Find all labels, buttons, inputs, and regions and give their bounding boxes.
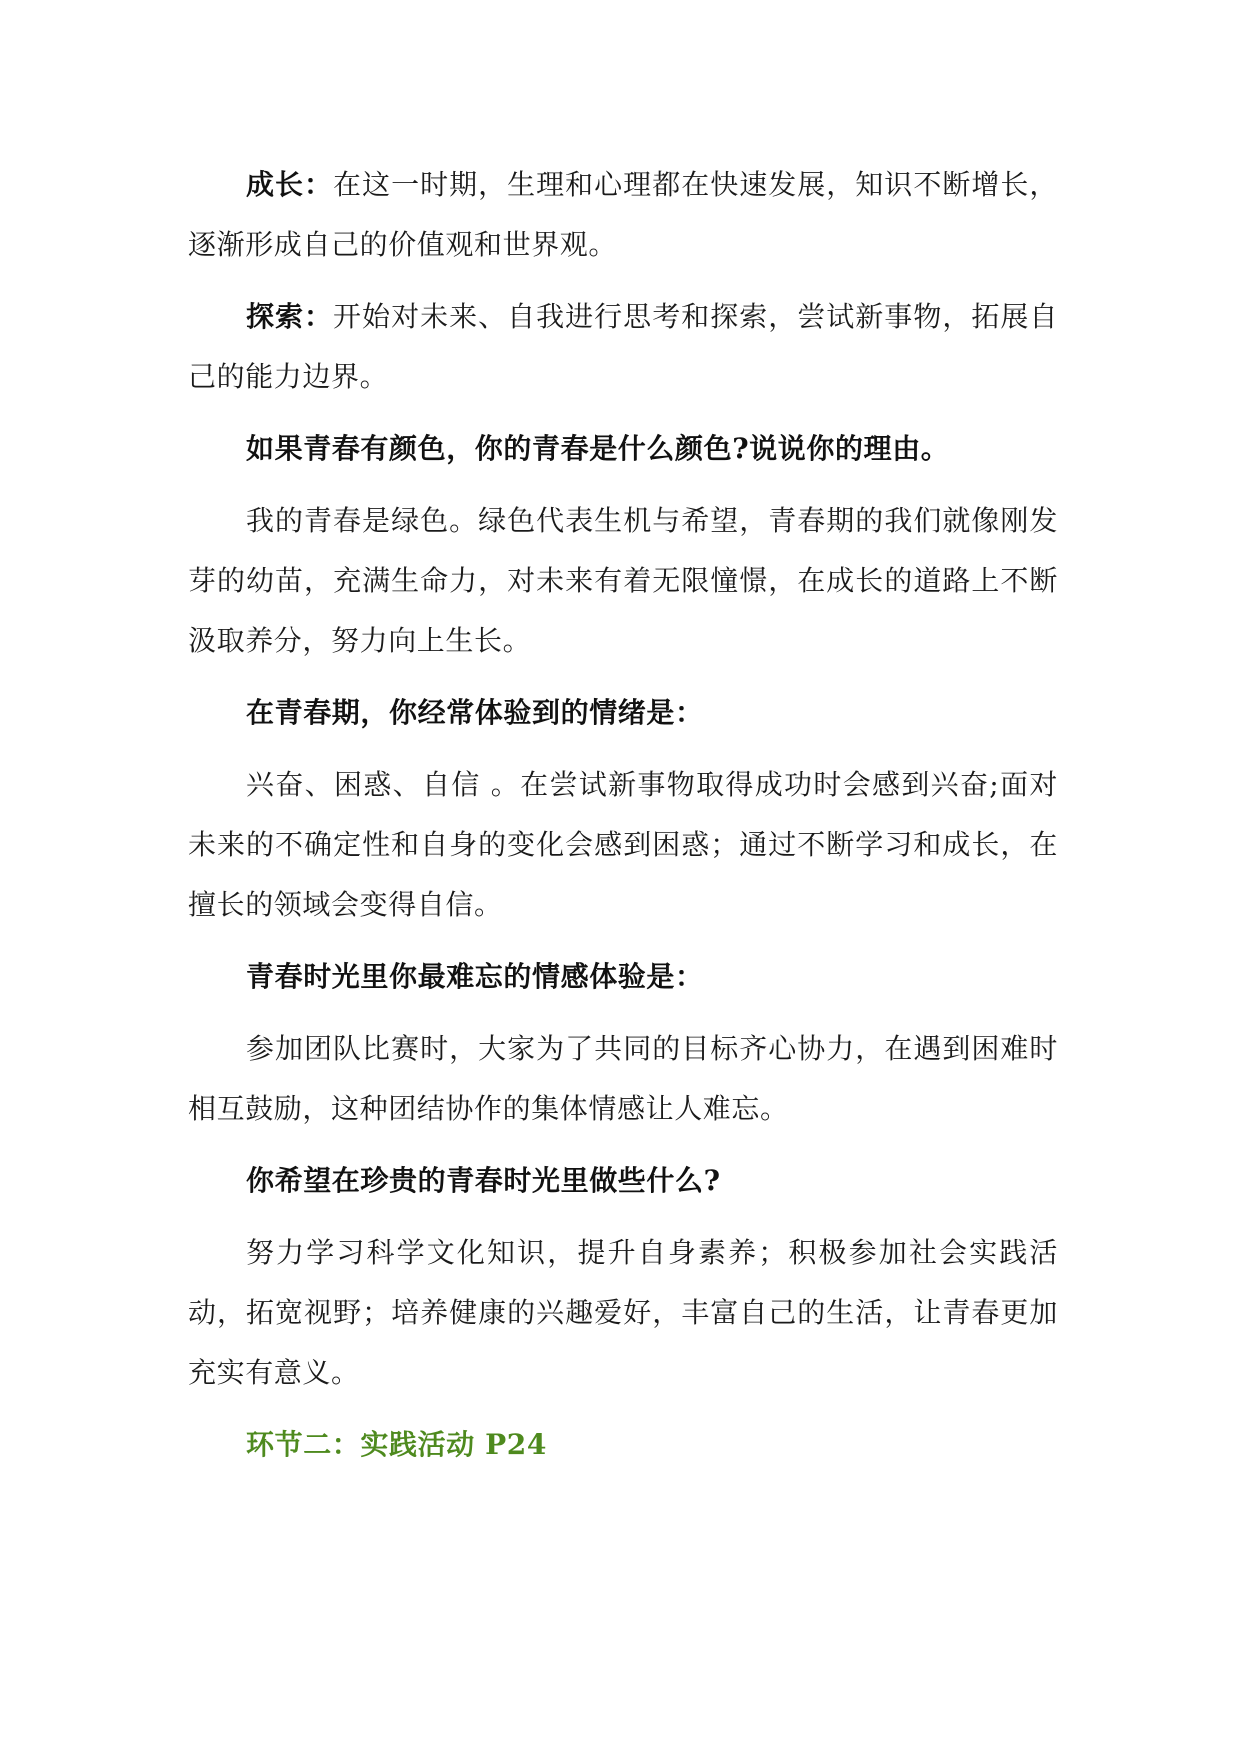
growth-label: 成长：: [246, 168, 334, 201]
section-heading-practice-activity: 环节二：实践活动 P24: [246, 1428, 547, 1461]
paragraph-exploration: [188, 287, 1058, 407]
question-emotions: 在青春期，你经常体验到的情绪是：: [246, 696, 704, 729]
exploration-text: 开始对未来、自我进行思考和探索，尝试新事物，拓展自己的能力边界。: [188, 300, 1058, 393]
exploration-label: 探索：: [246, 300, 334, 333]
document-body: [188, 155, 1058, 1475]
answer-emotions: 兴奋、困惑、自信 。在尝试新事物取得成功时会感到兴奋;面对未来的不确定性和自身的变化会感到困惑；通过不断学习和成长，在擅长的领域会变得自信。: [188, 768, 1058, 921]
paragraph-growth: [188, 155, 1058, 275]
answer-memorable-experience: 参加团队比赛时，大家为了共同的目标齐心协力，在遇到困难时相互鼓励，这种团结协作的集体情感让人难忘。: [188, 1032, 1058, 1125]
answer-youth-wishes: 努力学习科学文化知识，提升自身素养；积极参加社会实践活动，拓宽视野；培养健康的兴趣爱好，丰富自己的生活，让青春更加充实有意义。: [188, 1236, 1058, 1389]
question-youth-color: 如果青春有颜色，你的青春是什么颜色?说说你的理由。: [246, 432, 950, 465]
question-youth-wishes: 你希望在珍贵的青春时光里做些什么?: [246, 1164, 721, 1197]
question-memorable-experience: 青春时光里你最难忘的情感体验是：: [246, 960, 704, 993]
growth-text: 在这一时期，生理和心理都在快速发展，知识不断增长，逐渐形成自己的价值观和世界观。: [188, 168, 1058, 261]
answer-youth-color: 我的青春是绿色。绿色代表生机与希望，青春期的我们就像刚发芽的幼苗，充满生命力，对未来有着无限憧憬，在成长的道路上不断汲取养分，努力向上生长。: [188, 504, 1058, 657]
